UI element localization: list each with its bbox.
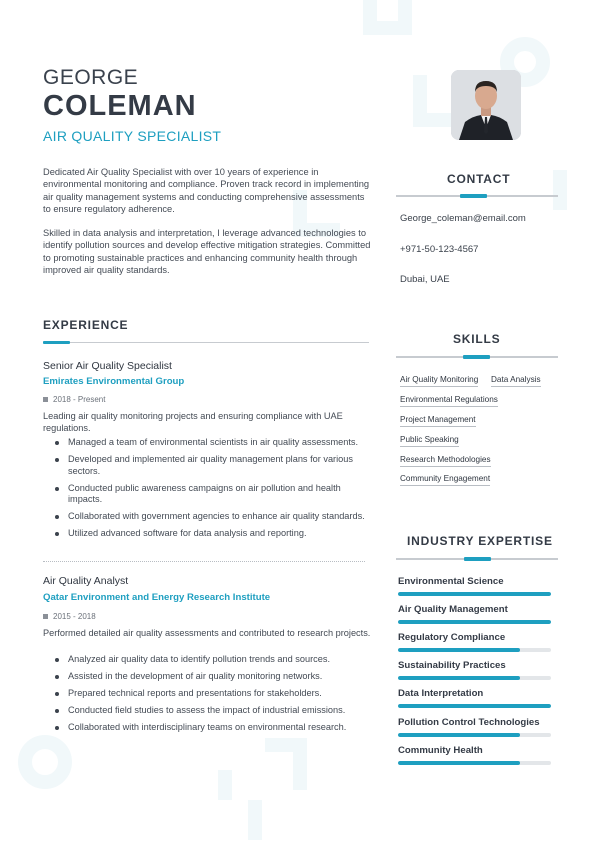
experience-divider: [43, 342, 369, 343]
list-item: Conducted public awareness campaigns on air pollution and health impacts.: [43, 483, 373, 506]
calendar-icon: [43, 397, 48, 402]
job-separator: [43, 561, 365, 562]
phone-number: +971-50-123-4567: [400, 244, 479, 255]
expertise-divider: [396, 558, 558, 560]
expertise-level-fill: [398, 761, 520, 765]
list-item: Conducted field studies to assess the impact of industrial emissions.: [43, 705, 373, 717]
expertise-label: Sustainability Practices: [398, 660, 506, 672]
expertise-level-bar: [398, 761, 551, 765]
list-item: Collaborated with interdisciplinary teams on environmental research.: [43, 722, 373, 734]
job-dates-text: 2015 - 2018: [53, 612, 96, 621]
first-name: GEORGE: [43, 66, 139, 89]
expertise-level-bar: [398, 620, 551, 624]
expertise-label: Pollution Control Technologies: [398, 716, 540, 728]
expertise-level-bar: [398, 733, 551, 737]
job-bullets-1: [43, 437, 373, 545]
expertise-level-fill: [398, 620, 551, 624]
expertise-level-bar: [398, 648, 551, 652]
job-title-2: Air Quality Analyst: [43, 575, 129, 587]
industry-expertise-heading: INDUSTRY EXPERTISE: [407, 534, 553, 548]
expertise-level-fill: [398, 676, 520, 680]
list-item: Collaborated with government agencies to enhance air quality standards.: [43, 511, 373, 523]
location: Dubai, UAE: [400, 274, 450, 285]
expertise-level-bar: [398, 592, 551, 596]
contact-heading: CONTACT: [447, 172, 511, 186]
company-name-2: Qatar Environment and Energy Research Institute: [43, 592, 271, 603]
list-item: Developed and implemented air quality management plans for various sectors.: [43, 454, 373, 477]
job-description-2: Performed detailed air quality assessments and contributed to research projects.: [43, 628, 371, 638]
expertise-label: Data Interpretation: [398, 688, 484, 700]
expertise-level-bar: [398, 676, 551, 680]
company-name-1: Emirates Environmental Group: [43, 376, 185, 387]
expertise-level-fill: [398, 592, 551, 596]
calendar-icon: [43, 614, 48, 619]
profile-photo: [451, 70, 521, 140]
experience-heading: EXPERIENCE: [43, 318, 129, 332]
skills-heading: SKILLS: [453, 332, 501, 346]
skill-tag: Research Methodologies: [400, 455, 491, 467]
list-item: Managed a team of environmental scientists in air quality assessments.: [43, 437, 373, 449]
skill-tag: Project Management: [400, 415, 476, 427]
expertise-level-fill: [398, 648, 520, 652]
last-name: COLEMAN: [43, 90, 197, 122]
contact-divider: [396, 195, 558, 197]
expertise-label: Regulatory Compliance: [398, 632, 506, 644]
list-item: Assisted in the development of air quality monitoring networks.: [43, 671, 373, 683]
skill-tag: Air Quality Monitoring: [400, 375, 478, 387]
job-description-1: Leading air quality monitoring projects and ensuring compliance with UAE regulations.: [43, 411, 343, 433]
skill-tag: Data Analysis: [491, 375, 541, 387]
skill-tag: Community Engagement: [400, 474, 490, 486]
job-title: AIR QUALITY SPECIALIST: [43, 128, 222, 144]
skill-tag: Public Speaking: [400, 435, 459, 447]
job-bullets-2: [43, 654, 373, 739]
list-item: Prepared technical reports and presentations for stakeholders.: [43, 688, 373, 700]
expertise-level-fill: [398, 704, 551, 708]
job-dates-text: 2018 - Present: [53, 395, 106, 404]
expertise-label: Air Quality Management: [398, 604, 508, 616]
expertise-label: Community Health: [398, 744, 483, 756]
list-item: Analyzed air quality data to identify pollution trends and sources.: [43, 654, 373, 666]
professional-summary: [43, 166, 373, 276]
skill-tag: Environmental Regulations: [400, 395, 498, 407]
expertise-level-fill: [398, 733, 520, 737]
job-title-1: Senior Air Quality Specialist: [43, 360, 172, 372]
summary-paragraph: Skilled in data analysis and interpretation, I leverage advanced technologies to identify pollution sources and develop effective mitigation strategies. Committed to promoting sustainable practices and enhancing community health through improved air quality standards.: [43, 228, 371, 276]
job-dates-2: [43, 612, 96, 621]
summary-paragraph: Dedicated Air Quality Specialist with over 10 years of experience in environmental monitoring and compliance. Proven track record in implementing air quality management systems and conducting comprehensive assessments to ensure regulatory adherence.: [43, 167, 370, 214]
job-dates-1: [43, 395, 105, 404]
list-item: Utilized advanced software for data analysis and reporting.: [43, 528, 373, 540]
skills-divider: [396, 356, 558, 358]
expertise-label: Environmental Science: [398, 576, 504, 587]
email-link[interactable]: George_coleman@email.com: [400, 213, 526, 224]
expertise-level-bar: [398, 704, 551, 708]
